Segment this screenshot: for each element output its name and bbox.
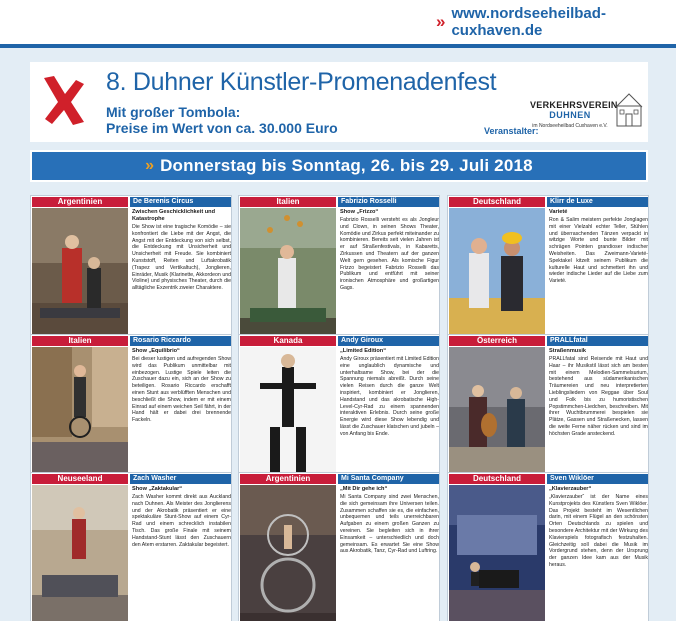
act-name: De Berenis Circus <box>130 197 231 207</box>
act-description: „Klavierzauber“ ist der Name eines Kunstprojekts des Künstlers Sven Wiklöer. Das Projekt besteht im Wesentlichen darin, mit einem Flügel an den schönsten Orten Deutschlands zu spielen und besondere Architektur mit der Wirkung des Klavierspiels fotografisch festzuhalten. Gleichzeitig soll dabei die Musik im Vordergrund stehen, denn der Ursprung der ganzen Idee kam aus der Musik heraus. <box>549 494 648 568</box>
country-label: Italien <box>240 197 336 207</box>
act-subtitle: Show „Zaktakular“ <box>132 486 183 492</box>
act-subtitle: „Limited Edition“ <box>340 348 386 354</box>
act-name: Fabrizio Rosselli <box>338 197 439 207</box>
act-photo <box>240 347 336 492</box>
act-name: Zach Washer <box>130 474 231 484</box>
chevron-right-icon: » <box>436 12 446 31</box>
date-text: Donnerstag bis Sonntag, 26. bis 29. Juli 2018 <box>160 156 533 175</box>
verein-line-3: im Nordseeheilbad Cuxhaven e.V. <box>532 123 608 129</box>
verein-line-2: DUHNEN <box>549 110 591 120</box>
top-bar-white <box>0 0 430 44</box>
act-card-de-berenis-circus <box>30 195 232 356</box>
act-name: Andy Giroux <box>338 336 439 346</box>
act-card-zach-washer <box>30 472 232 621</box>
act-description: Ron & Salim meistern perfekte Jonglagen mit einer Vielzahl echter Teller, Stühlen und überraschenden Tänzen verpackt in witzige Worte und bunte Bilder mit schrägen Pointen grandioser indischer Weisheiten. Das Zweimann-Varieté-Spektakel kitzelt seinem Publikum die kulturelle Haut und schmettert ihn und wieder indische Lieder auf die Liebe zum Varieté. <box>549 217 648 285</box>
act-description: PRALLfatal sind Reisende mit Haut und Haar – ihr Musikstil lässt sich am besten mit einem Melodien-Sammelsurium, bestehend aus südamerikanischen Träumereien und neu interpretierten Lieblingsliedern von Reggae über Soul und Folk bis zu humoristischen Popstimmchen-Liedchen, beschreiben. Mit ihrer Wuchtbrummerei bespielen sie Plätze, Gassen und Straßenecken, lassen die weite Ferne näher rücken und sind im höchsten Grade ansteckend. <box>549 356 648 437</box>
country-label: Österreich <box>449 336 545 346</box>
verein-line-1: VERKEHRSVEREIN <box>530 100 618 110</box>
act-name: Klirr de Luxe <box>547 197 648 207</box>
act-subtitle: Show „Frizzo“ <box>340 209 379 215</box>
act-card-fabrizio-rosselli <box>238 195 440 356</box>
act-name: Sven Wiklöer <box>547 474 648 484</box>
red-x-logo-icon <box>40 72 88 128</box>
country-label: Argentinien <box>240 474 336 484</box>
act-subtitle: „Mit Dir gehe ich“ <box>340 486 388 492</box>
act-photo <box>240 485 336 621</box>
website-url-text: www.nordseeheilbad-cuxhaven.de <box>451 5 606 39</box>
prize-line: Preise im Wert von ca. 30.000 Euro <box>106 120 338 136</box>
date-band <box>30 150 648 182</box>
chevron-right-icon: » <box>145 157 155 174</box>
country-label: Kanada <box>240 336 336 346</box>
act-description: Die Show ist eine tragische Komödie – sie konfrontiert die Liebe mit der Angst, die Angst mit der Entdeckung von sich selbst, die Entdeckung mit Unsicherheit und Unsicherheit mit Freude. Sie kombiniert Kunststoff, Reiten und Luftakrobatik (Trapez und Vertikaltuch), Jonglieren, Einräder, Musik (Klarinette, Akkordeon und Violine) und physisches Theater, durch die alltägliche Exzentrik zweier Charaktere. <box>132 224 231 292</box>
act-description: Bei dieser lustigen und aufregenden Show wird das Publikum unmittelbar mit einbezogen. Lustige Spiele leiten die Zuschauer dazu ein, sich an der Show zu beteiligen. Rosario Riccardo erschafft einen Stunt aus verblüfften Menschen und beschließt die Show, indem er mit einem Einrad auf einem weichen Seil fährt, in der Hand hält er dabei drei brennende Fackeln. <box>132 356 231 424</box>
country-label: Argentinien <box>32 197 128 207</box>
act-description: Fabrizio Rosselli versteht es als Jongleur und Clown, in seinen Shows Theater, Komödie und Zirkus perfekt miteinander zu kombinieren. Bereits seit vielen Jahren ist er auf Straßenfestivals, in Kabaretts, Zirkussen und Theatern auf der ganzen Welt gern gesehen. Als komische Figur Frizzo begeistert Fabrizio Rosselli das Publikum und entführt mit seiner ironischen Atmosphäre und großartigen Gags. <box>340 217 439 291</box>
country-label: Deutschland <box>449 197 545 207</box>
organizer-label: Veranstalter: <box>484 126 539 136</box>
act-photo <box>449 485 545 621</box>
top-bar-rule <box>0 44 676 48</box>
act-name: Mi Santa Company <box>338 474 439 484</box>
act-card-mi-santa-company <box>238 472 440 621</box>
act-subtitle: Zwischen Geschicklichkeit und Katastrophe <box>132 209 215 222</box>
act-name: PRALLfatal <box>547 336 648 346</box>
act-description: Andy Giroux präsentiert mit Limited Edition eine unglaublich dynamische und unterhaltsame Show, bei der die Spannung niemals abreißt. Durch seine vielen Reisen durch die ganze Welt inspiriert, kombiniert er Jonglieren, Handstand und das akrobatische High-Level-Cyr-Rad zu einem spannenden interaktiven Erlebnis. Durch seine große Energie wird diese Show lebendig und lässt die Zuschauer klatschen und jubeln – von Anfang bis Ende. <box>340 356 439 437</box>
act-photo <box>32 208 128 353</box>
act-card-klirr-de-luxe <box>447 195 649 356</box>
country-label: Italien <box>32 336 128 346</box>
lighthouse-icon <box>615 88 643 128</box>
act-subtitle: Straßenmusik <box>549 348 586 354</box>
act-description: Mi Santa Company sind zwei Menschen, die sich gemeinsam ihre Universen teilen. Zusammen schaffen sie es, die einfachen, unbequemen und teils unerreichbaren Aufgaben zu einem großen Ganzen zu vereinen. Sie begleiten sich in ihrer Einsamkeit – unterschiedlich und doch gemeinsam. Es erwartet Sie eine Show aus Akrobatik, Tanz, Cyr-Rad und Luftring. <box>340 494 439 555</box>
country-label: Neuseeland <box>32 474 128 484</box>
verkehrsverein-logo <box>530 100 618 129</box>
act-subtitle: Varieté <box>549 209 568 215</box>
act-photo <box>240 208 336 353</box>
act-subtitle: „Klavierzauber“ <box>549 486 592 492</box>
act-card-sven-wikloer <box>447 472 649 621</box>
act-description: Zach Washer kommt direkt aus Auckland nach Duhnen. Als Meister des Jonglierens und der Akrobatik präsentiert er eine spektakuläre Stunt-Show auf einem Cyr-Rad und einem schrecklich instabilen Tisch. Das große Finale mit seinem Handstand-Stunt lässt den Zuschauern den Atem erstarren. Zaktakular begeistert. <box>132 494 231 548</box>
act-photo <box>449 208 545 353</box>
website-url[interactable] <box>430 0 676 44</box>
page-title: 8. Duhner Künstler-Promenadenfest <box>106 68 497 96</box>
act-card-rosario-riccardo <box>30 334 232 495</box>
act-photo <box>32 485 128 621</box>
country-label: Deutschland <box>449 474 545 484</box>
act-card-andy-giroux <box>238 334 440 495</box>
act-subtitle: Show „Equilibrio“ <box>132 348 180 354</box>
act-photo <box>449 347 545 492</box>
act-photo <box>32 347 128 492</box>
tombola-line: Mit großer Tombola: <box>106 104 241 120</box>
act-name: Rosario Riccardo <box>130 336 231 346</box>
festival-header <box>30 62 648 142</box>
act-card-prallfatal <box>447 334 649 495</box>
